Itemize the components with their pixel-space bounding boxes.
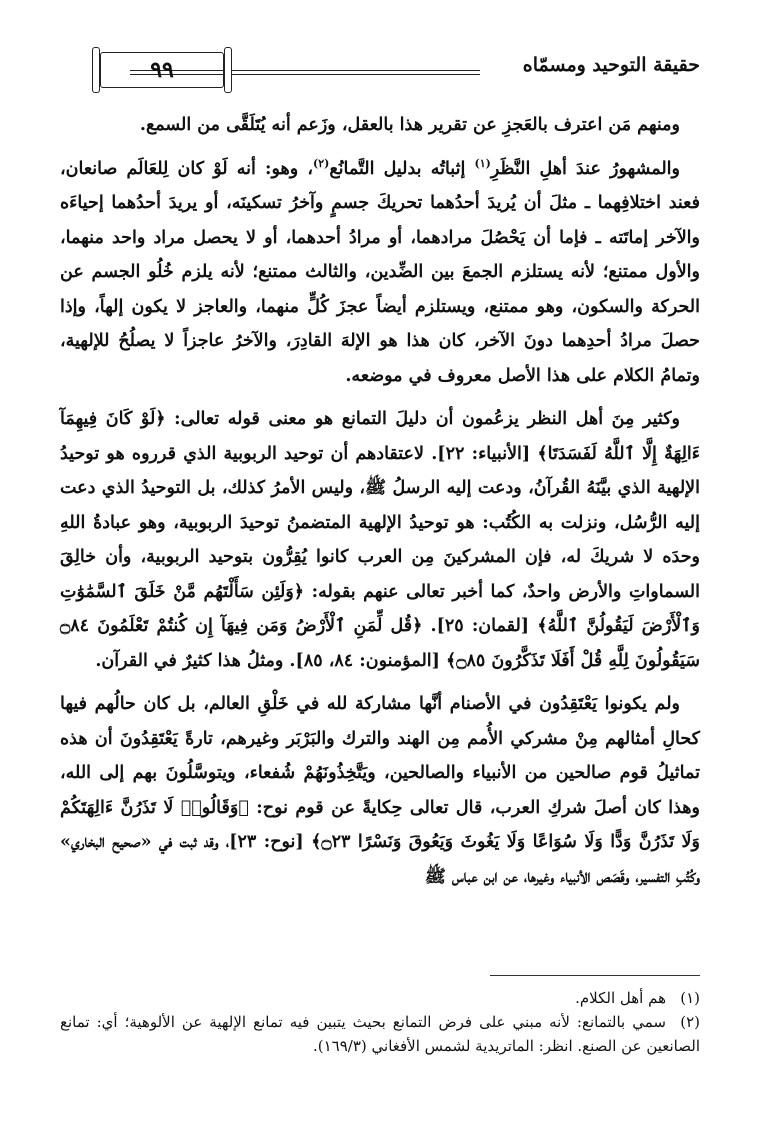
main-text <box>60 108 700 903</box>
footnote-number: (٢) <box>680 1013 700 1031</box>
footnote-text: هم أهل الكلام. <box>575 989 666 1007</box>
footnotes <box>60 986 700 1058</box>
page-header <box>60 48 700 94</box>
paragraph-2-part-c: ، وهو: أنه لَوْ كان لِلعَالَم صانعان، فعند اختلافِهما ـ مثلَ أن يُريدَ أحدُهما تحريكَ جسمٍ وآخرُ تسكينَه، أو يريدَ أحدُهما إحياءَه والآخر إماتَته ـ فإما أن يَحْصُلَ مرادهما، أو مرادُ أحدهما، أو لا يحصل مراد واحد منهما، والأول ممتنع؛ لأنه يستلزم الجمعَ بين الضِّدين، والثالث ممتنع؛ لأنه يلزم خُلُو الجسم عن الحركة والسكون، وهو ممتنع، ويستلزم أيضاً عجزَ كُلٍّ منهما، والعاجز لا يكون إلهاً، وإذا حصلَ مرادُ أحدِهما دونَ الآخر، كان هذا هو الإلهَ القادِرَ، والآخرُ عاجزاً لا يصلُحُ للإلهية، وتمامُ الكلام على هذا الأصل معروف في موضعه. <box>60 158 700 386</box>
paragraph-2-part-a: والمشهورُ عندَ أهلِ النَّظَرِ <box>490 158 680 179</box>
paragraph-2-part-b: إثباتُه بدليل التَّمانُع <box>329 158 475 179</box>
running-title: حقيقة التوحيد ومسمّاه <box>522 54 700 76</box>
footnote-marker-1[interactable]: (١) <box>474 156 491 170</box>
footnote-marker-2[interactable]: (٢) <box>313 156 330 170</box>
footnote-2 <box>60 1010 700 1058</box>
page-number-frame <box>100 52 224 88</box>
footnote-text: سمي بالتمانع: لأنه مبني على فرض التمانع بحيث يتبين فيه تمانع الإلهية عن الألوهية؛ أي: تمانع الصانعين عن الصنع. انظر: الماتريدية لشمس الأفغاني (١٦٩/٣). <box>60 1013 700 1055</box>
footnote-separator <box>490 975 700 976</box>
paragraph-3: وكثير مِنَ أهل النظر يزعُمون أن دليلَ التمانع هو معنى قوله تعالى: ﴿لَوْ كَانَ فِيهِمَآ ءَالِهَةٌ إِلَّا ٱللَّهُ لَفَسَدَتَا﴾ [الأنبياء: ٢٢]. لاعتقادهم أن توحيد الربوبية الذي قرروه هو توحيدُ الإلهية الذي بيَّنَهُ القُرآنُ، ودعت إليه الرسلُ ﷺ، وليس الأمرُ كذلك، بل التوحيدُ الذي دعت إليه الرُّسُل، ونزلت به الكُتُب: هو توحيدُ الإلهية المتضمنُ توحيدَ الربوبية، وهو عبادةُ اللهِ وحدَه لا شريكَ له، فإن المشركينَ مِن العرب كانوا يُقِرُّون بتوحيد الربوبية، وأن خالِقَ السماواتِ والأرض واحدٌ، كما أخبر تعالى عنهم بقوله: ﴿وَلَئِن سَأَلْتَهُم مَّنْ خَلَقَ ٱلسَّمَٰوَٰتِ وَٱلْأَرْضَ لَيَقُولُنَّ ٱللَّهُ﴾ [لقمان: ٢٥]. ﴿قُل لِّمَنِ ٱلْأَرْضُ وَمَن فِيهَآ إِن كُنتُمْ تَعْلَمُونَ ۝٨٤ سَيَقُولُونَ لِلَّهِ قُلْ أَفَلَا تَذَكَّرُونَ ۝٨٥﴾ [المؤمنون: ٨٤، ٨٥]. ومثلُ هذا كثيرٌ في القرآن. <box>60 409 701 671</box>
paragraph-2 <box>60 152 700 394</box>
paragraph-4: ولم يكونوا يَعْتَقِدُون في الأصنام أنَّها مشاركة لله في خَلْقِ العالم، بل كان حالُهم فيها كحالِ أمثالهم مِنْ مشركي الأُمم مِن الهند والترك والبَرْبَر وغيرهم، تارةً يَعْتَقِدُونَ أن هذه تماثيلُ قوم صالحين من الأنبياء والصالحين، ويَتَّخِذُونَهُمْ شُفعاء، ويتوسَّلُونَ بهم إلى الله، وهذا كان أصلَ شركِ العرب، قال تعالى حِكايةً عن قوم نوح: ﴿وَقَالُوا۟ لَا تَذَرُنَّ ءَالِهَتَكُمْ وَلَا تَذَرُنَّ وَدًّا وَلَا سُوَاعًا وَلَا يَغُوثَ وَيَعُوقَ وَنَسْرًا ۝٢٣﴾ [نوح: ٢٣]، وقد ثبت في «صحيح البخاري» وكُتُبِ التفسير، وقَصَص الأنبياء وغيرها، عن ابن عباس ﷺ <box>60 694 700 887</box>
page-number: ٩٩ <box>150 57 174 83</box>
footnote-1 <box>60 986 700 1010</box>
paragraph-1: ومنهم مَن اعترف بالعَجزِ عن تقرير هذا بالعقل، وزَعم أنه يُتَلَقَّى من السمع. <box>139 115 680 135</box>
footnote-number: (١) <box>680 989 700 1007</box>
